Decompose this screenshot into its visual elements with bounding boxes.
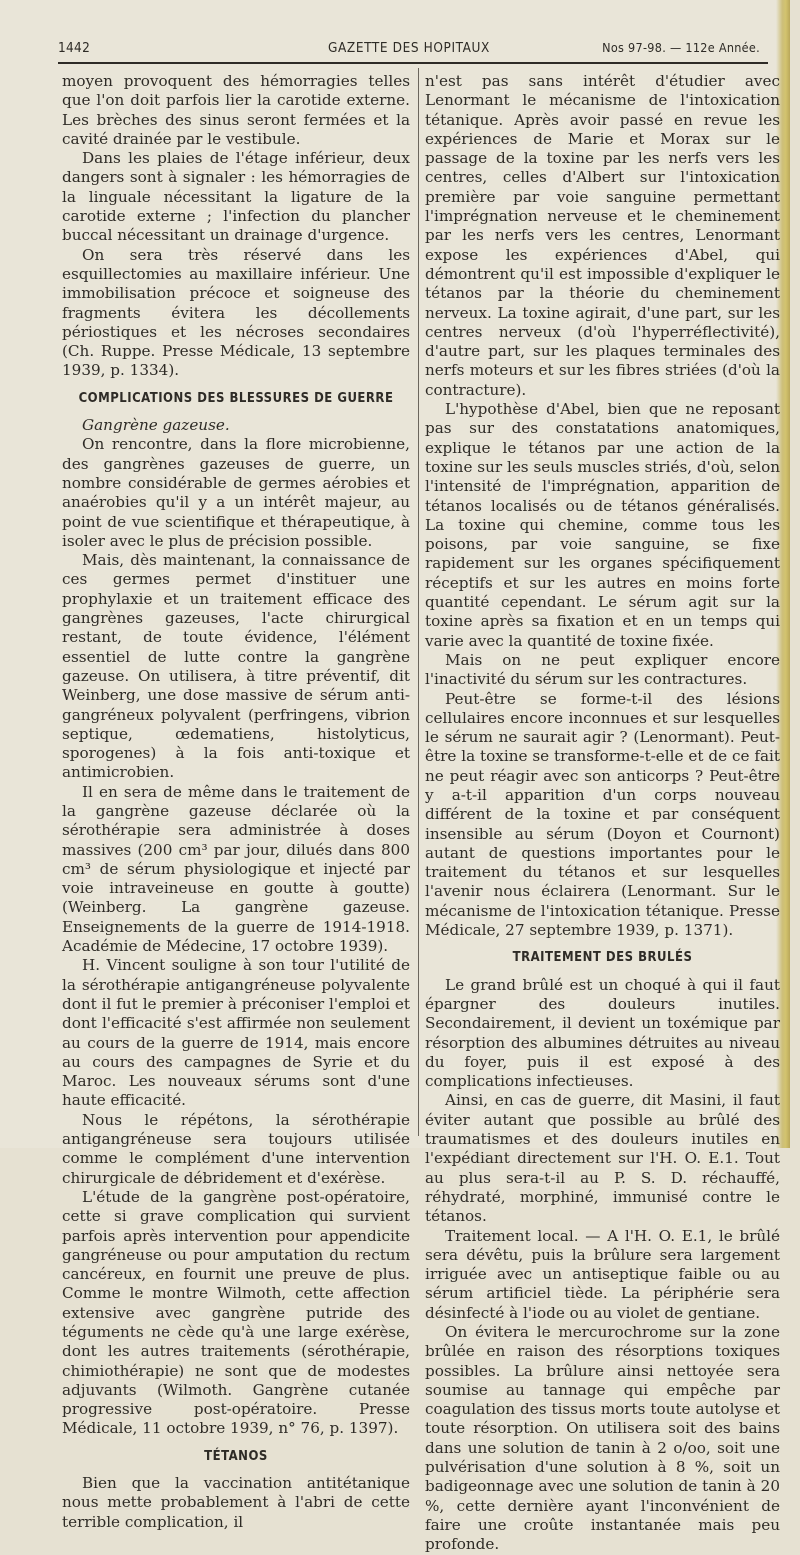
section-heading: COMPLICATIONS DES BLESSURES DE GUERRE [78, 390, 394, 406]
issue-info: Nos 97-98. — 112e Année. [602, 40, 760, 55]
paragraph: On évitera le mercurochrome sur la zone brûlée en raison des résorptions toxiques possibles. La brûlure ainsi nettoyée sera soumise au tannage qui empêche par coagulation des tissus morts toute autolyse et toute résorption. On utilisera soit des bains dans une solution de tanin à 2 o/oo, soit une pulvérisation d'une solution à 8 %, soit un badigeonnage avec une solution de tanin à 20 %, cette dernière ayant l'inconvénient de faire une croûte instantanée mais peu profonde. [425, 1323, 780, 1554]
paragraph: L'hypothèse d'Abel, bien que ne reposant pas sur des constatations anatomiques, explique le tétanos par une action de la toxine sur les seuls muscles striés, d'où, selon l'intensité de l'imprégnation, apparition de tétanos localisés ou de tétanos généralisés. La toxine qui chemine, comme tous les poisons, par voie sanguine, se fixe rapidement sur les organes spécifiquement réceptifs et sur les autres en moins forte quantité cependant. Le sérum agit sur la toxine après sa fixation et en un temps qui varie avec la quantité de toxine fixée. [425, 400, 780, 650]
paragraph: n'est pas sans intérêt d'étudier avec Lenormant le mécanisme de l'intoxication tétanique. Après avoir passé en revue les expériences de Marie et Morax sur le passage de la toxine par les nerfs vers les centres, celles d'Albert sur l'intoxication première par voie sanguine permettant l'imprégnation nerveuse et le cheminement par les nerfs vers les centres, Lenormant expose les expériences d'Abel, qui démontrent qu'il est impossible d'expliquer le tétanos par la théorie du cheminement nerveux. La toxine agirait, d'une part, sur les centres nerveux (d'où l'hyperréflectivité), d'autre part, sur les plaques terminales des nerfs moteurs et sur les fibres striées (d'où la contracture). [425, 72, 780, 399]
paragraph: Le grand brûlé est un choqué à qui il faut épargner des douleurs inutiles. Secondairement, il devient un toxémique par résorption des albumines détruites au niveau du foyer, puis il est exposé à des complications infectieuses. [425, 975, 780, 1091]
column-divider [418, 68, 419, 1136]
section-heading: TRAITEMENT DES BRULÉS [512, 950, 693, 966]
paragraph: L'étude de la gangrène post-opératoire, cette si grave complication qui survient parfois après intervention pour appendicite gangréneuse ou pour amputation du rectum cancéreux, en fournit une preuve de plus. Comme le montre Wilmoth, cette affection extensive avec gangrène putride des téguments ne cède qu'à une large exérèse, dont les autres traitements (sérothérapie, chimiothérapie) ne sont que de modestes adjuvants (Wilmoth. Gangrène cutanée progressive post-opératoire. Presse Médicale, 11 octobre 1939, n° 76, p. 1397). [62, 1187, 410, 1438]
paragraph: H. Vincent souligne à son tour l'utilité de la sérothérapie antigangréneuse polyvalente dont il fut le premier à préconiser l'emploi et dont l'efficacité s'est affirmée non seulement au cours de la guerre de 1914, mais encore au cours des campagnes de Syrie et du Maroc. Les nouveaux sérums sont d'une haute efficacité. [62, 956, 410, 1110]
running-header [58, 38, 772, 60]
paragraph: Ainsi, en cas de guerre, dit Masini, il faut éviter autant que possible au brûlé des traumatismes et des douleurs inutiles en l'expédiant directement sur l'H. O. E.1. Tout au plus sera-t-il au P. S. D. réchauffé, réhydraté, morphiné, immunisé contre le tétanos. [425, 1091, 780, 1226]
paragraph: Dans les plaies de l'étage inférieur, deux dangers sont à signaler : les hémorragies de la linguale nécessitant la ligature de la carotide externe ; l'infection du plancher buccal nécessitant un drainage d'urgence. [62, 149, 410, 245]
paragraph: Traitement local. — A l'H. O. E.1, le brûlé sera dévêtu, puis la brûlure sera largement irriguée avec un antiseptique faible ou au sérum artificiel tiède. La périphérie sera désinfecté à l'iode ou au violet de gentiane. [425, 1226, 780, 1322]
section-heading: TÉTANOS [204, 1448, 268, 1464]
paragraph: Il en sera de même dans le traitement de la gangrène gazeuse déclarée où la sérothérapie sera administrée à doses massives (200 cm³ par jour, dilués dans 800 cm³ de sérum physiologique et injecté par voie intraveineuse en goutte à goutte) (Weinberg. La gangrène gazeuse. Enseignements de la guerre de 1914-1918. Académie de Médecine, 17 octobre 1939). [62, 782, 410, 956]
page-number: 1442 [58, 40, 91, 56]
journal-title: GAZETTE DES HOPITAUX [328, 40, 490, 56]
paragraph: moyen provoquent des hémorragies telles que l'on doit parfois lier la carotide externe. Les brèches des sinus seront fermées et la cavité drainée par le vestibule. [62, 72, 410, 148]
paragraph: Mais, dès maintenant, la connaissance de ces germes permet d'instituer une prophylaxie et un traitement efficace des gangrènes gazeuses, l'acte chirurgical restant, de toute évidence, l'élément essentiel de lutte contre la gangrène gazeuse. On utilisera, à titre préventif, dit Weinberg, une dose massive de sérum anti-gangréneux polyvalent (perfringens, vibrion septique, œdematiens, histolyticus, sporogenes) à la fois anti-toxique et antimicrobien. [62, 551, 410, 782]
paragraph: Nous le répétons, la sérothérapie antigangréneuse sera toujours utilisée comme le complément d'une intervention chirurgicale de débridement et d'exérèse. [62, 1110, 410, 1187]
subsection-title: Gangrène gazeuse. [82, 416, 230, 435]
header-rule [58, 62, 768, 64]
right-column [425, 72, 780, 1555]
paragraph: Bien que la vaccination antitétanique nous mette probablement à l'abri de cette terrible complication, il [62, 1474, 410, 1531]
paragraph: On rencontre, dans la flore microbienne, des gangrènes gazeuses de guerre, un nombre considérable de germes aérobies et anaérobies qu'il y a un intérêt majeur, au point de vue scientifique et thérapeutique, à isoler avec le plus de précision possible. [62, 435, 410, 550]
left-column [62, 72, 410, 1532]
paragraph: Mais on ne peut expliquer encore l'inactivité du sérum sur les contractures. [425, 650, 780, 689]
paragraph: Peut-être se forme-t-il des lésions cellulaires encore inconnues et sur lesquelles le sérum ne saurait agir ? (Lenormant). Peut-être la toxine se transforme-t-elle et de ce fait ne peut réagir avec son anticorps ? Peut-être y a-t-il apparition d'un corps nouveau différent de la toxine et par conséquent insensible au sérum (Doyon et Cournont) autant de questions importantes pour le traitement du tétanos et sur lesquelles l'avenir nous éclairera (Lenormant. Sur le mécanisme de l'intoxication tétanique. Presse Médicale, 27 septembre 1939, p. 1371). [425, 689, 780, 940]
paragraph: On sera très réservé dans les esquillectomies au maxillaire inférieur. Une immobilisation précoce et soigneuse des fragments évitera les décollements périostiques et les nécroses secondaires (Ch. Ruppe. Presse Médicale, 13 septembre 1939, p. 1334). [62, 245, 410, 380]
